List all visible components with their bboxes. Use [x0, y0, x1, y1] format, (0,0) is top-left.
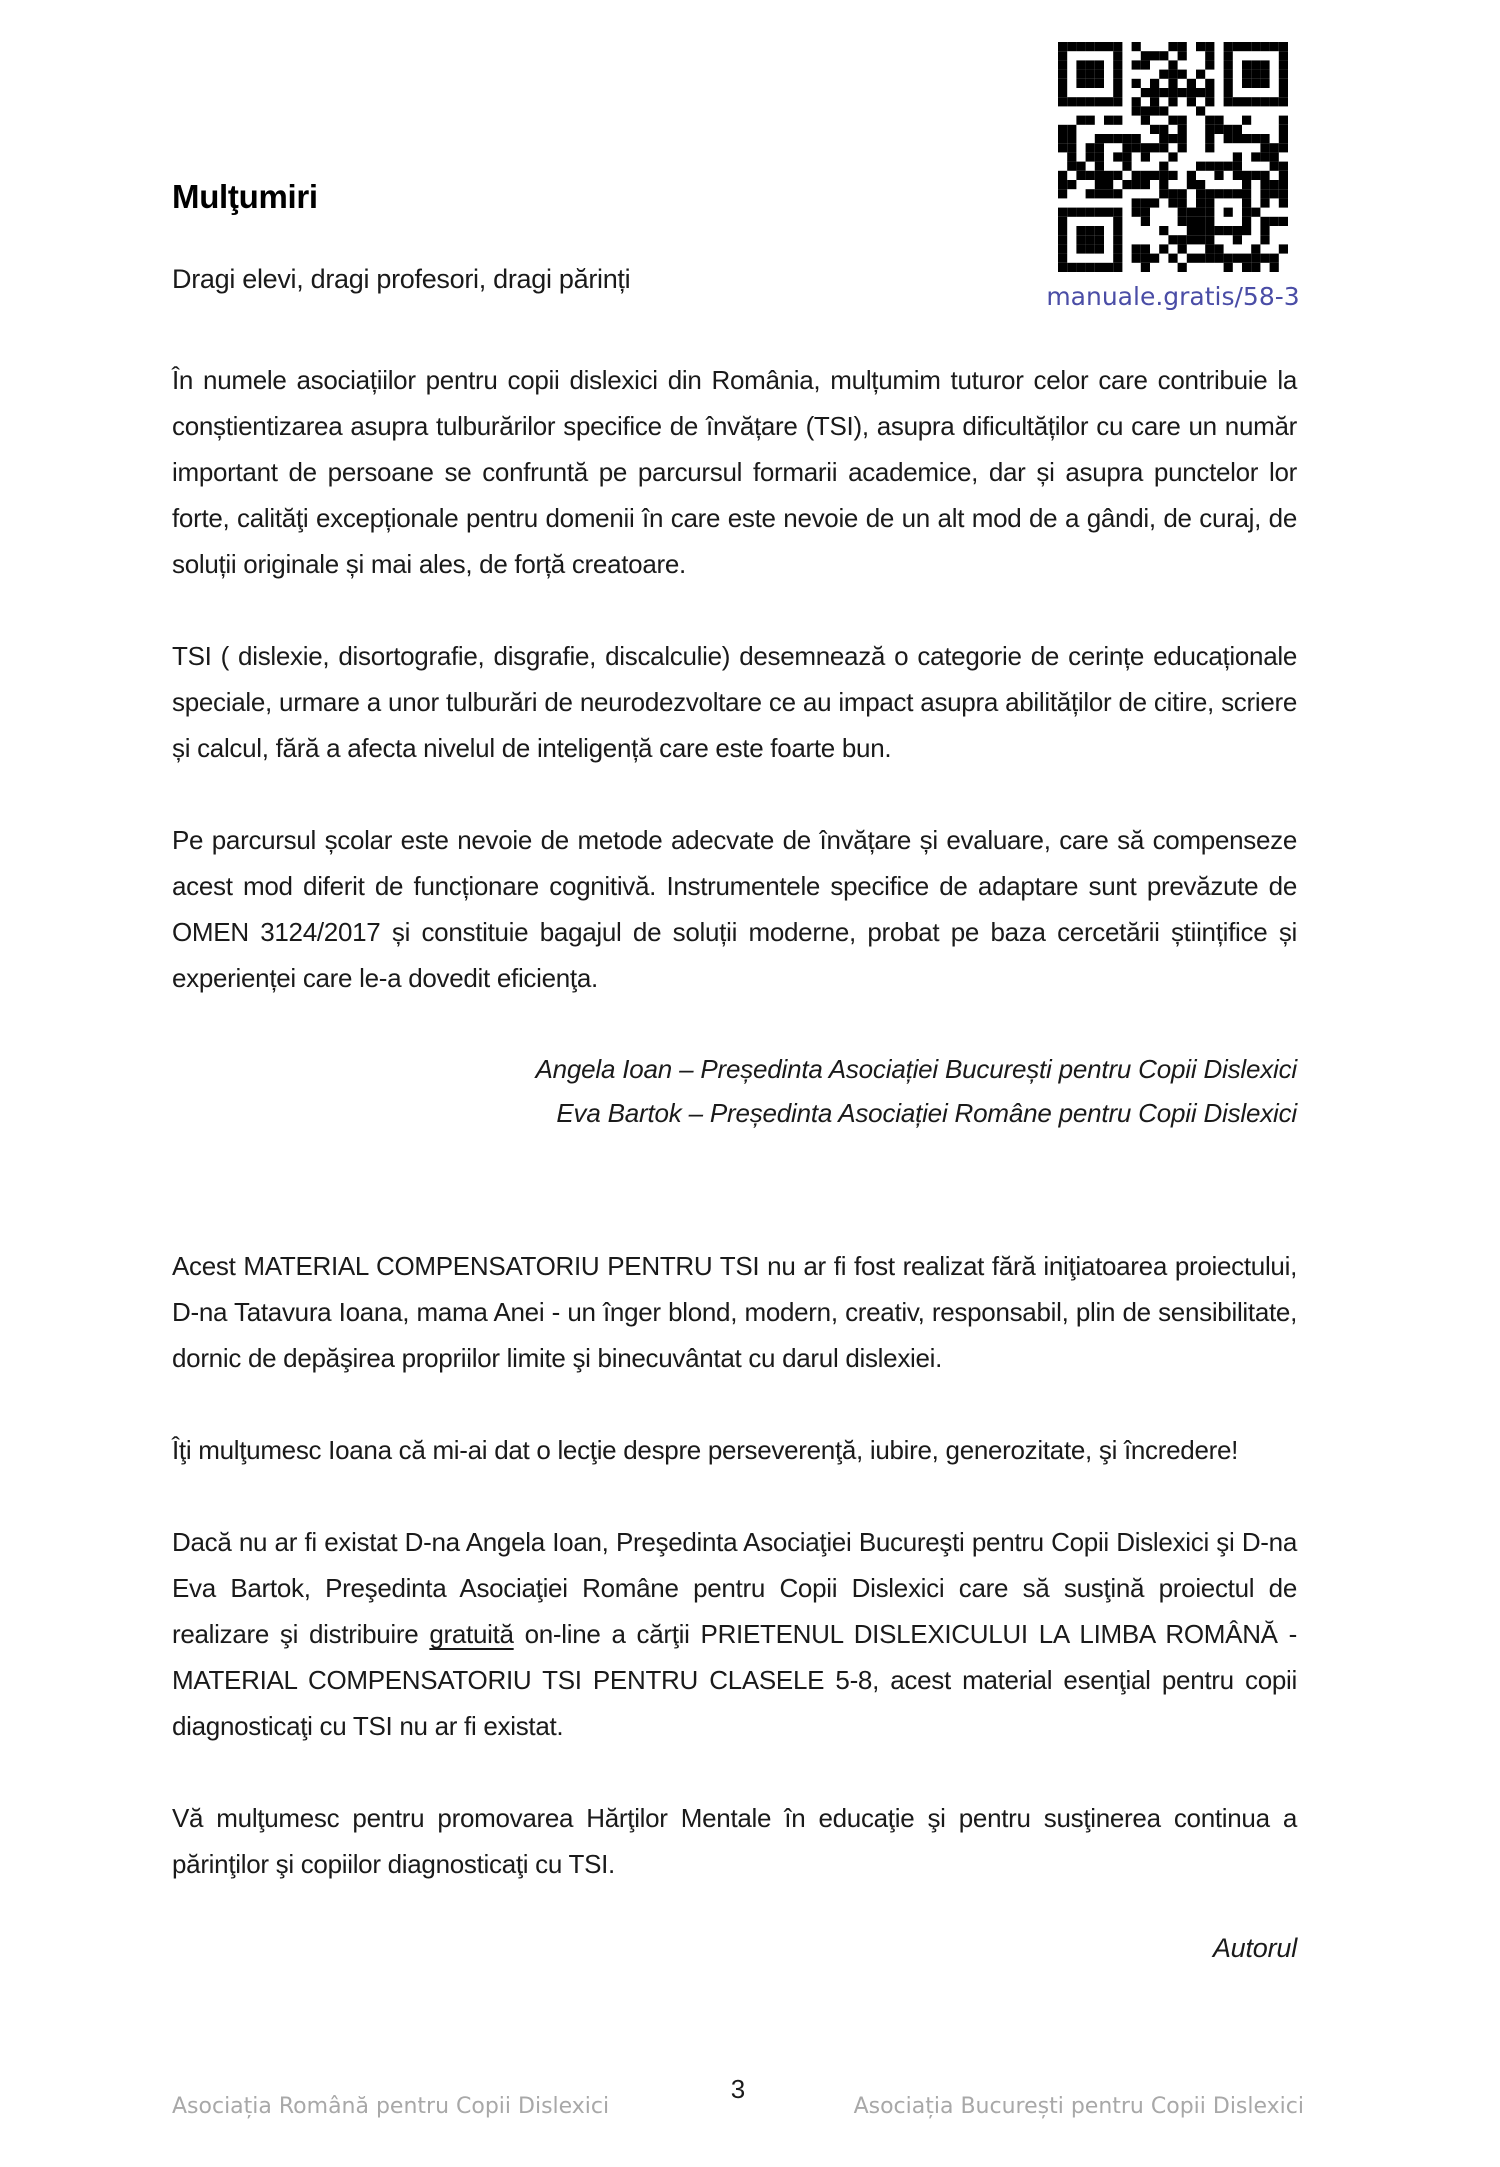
underlined-word-gratuita: gratuită: [429, 1619, 514, 1649]
signature-line-eva: Eva Bartok – Președinta Asociației Române pentru Copii Dislexici: [556, 1098, 1297, 1128]
paragraph-methods: Pe parcursul școlar este nevoie de metode adecvate de învățare și evaluare, care să compenseze acest mod diferit de funcționare cognitivă. Instrumentele specifice de adaptare sunt prevăzute de OMEN 3124/2017 și constituie bagajul de soluții moderne, probat pe baza cercetării științifice și experienței care le-a dovedit eficienţa.: [172, 825, 1297, 993]
signature-block: [172, 1047, 1297, 1135]
paragraph-mental-maps: Vă mulţumesc pentru promovarea Hărţilor Mentale în educaţie şi pentru susţinerea continua a părinţilor şi copiilor diagnosticaţi cu TSI.: [172, 1803, 1297, 1879]
paragraph-thanks-ioana: Îţi mulţumesc Ioana că mi-ai dat o lecţie despre perseverenţă, iubire, generozitate, şi încredere!: [172, 1435, 1239, 1465]
footer-org-right: Asociația București pentru Copii Dislexici: [853, 2094, 1304, 2119]
paragraph-material: Acest MATERIAL COMPENSATORIU PENTRU TSI nu ar fi fost realizat fără iniţiatoarea proiectului, D-na Tatavura Ioana, mama Anei - un înger blond, modern, creativ, responsabil, plin de sensibilitate, dornic de depăşirea propriilor limite şi binecuvântat cu darul dislexiei.: [172, 1251, 1297, 1373]
author-signature: Autorul: [1212, 1933, 1297, 1963]
signature-line-angela: Angela Ioan – Președinta Asociației București pentru Copii Dislexici: [535, 1054, 1297, 1084]
qr-caption-link[interactable]: manuale.gratis/58-3: [1046, 282, 1300, 311]
page-footer: [172, 2074, 1304, 2119]
footer-org-left: Asociația Română pentru Copii Dislexici: [172, 2094, 610, 2119]
page-number: 3: [730, 2074, 746, 2104]
paragraph-intro: În numele asociațiilor pentru copii dislexici din România, mulțumim tuturor celor care contribuie la conștientizarea asupra tulburărilor specifice de învățare (TSI), asupra dificultăților cu care un număr important de persoane se confruntă pe parcursul formarii academice, dar și asupra punctelor lor forte, calităţi excepționale pentru domenii în care este nevoie de un alt mod de a gândi, de curaj, de soluții originale și mai ales, de forță creatoare.: [172, 365, 1297, 579]
paragraph-tsi-definition: TSI ( dislexie, disortografie, disgrafie, discalculie) desemnează o categorie de cerințe educaționale speciale, urmare a unor tulburări de neurodezvoltare ce au impact asupra abilităților de citire, scriere și calcul, fără a afecta nivelul de inteligență care este foarte bun.: [172, 641, 1297, 763]
page-title: Mulţumiri: [172, 178, 318, 215]
paragraph-presidents-post: on-line a cărţii PRIETENUL DISLEXICULUI LA LIMBA ROMÂNĂ - MATERIAL COMPENSATORIU TSI PENTRU CLASELE 5-8, acest material esenţial pentru copii diagnosticaţi cu TSI nu ar fi existat.: [172, 1619, 1297, 1741]
page-content: [172, 178, 1297, 1964]
paragraph-presidents: [172, 1519, 1297, 1749]
greeting-line: Dragi elevi, dragi profesori, dragi părinți: [172, 264, 631, 294]
paragraph-presidents-pre: Dacă nu ar fi existat D-na Angela Ioan, Preşedinta Asociaţiei Bucureşti pentru Copii Dislexici şi D-na Eva Bartok, Preşedinta Asociaţiei Române pentru Copii Dislexici care să susţină proiectul de realizare şi distribuire: [172, 1527, 1297, 1649]
